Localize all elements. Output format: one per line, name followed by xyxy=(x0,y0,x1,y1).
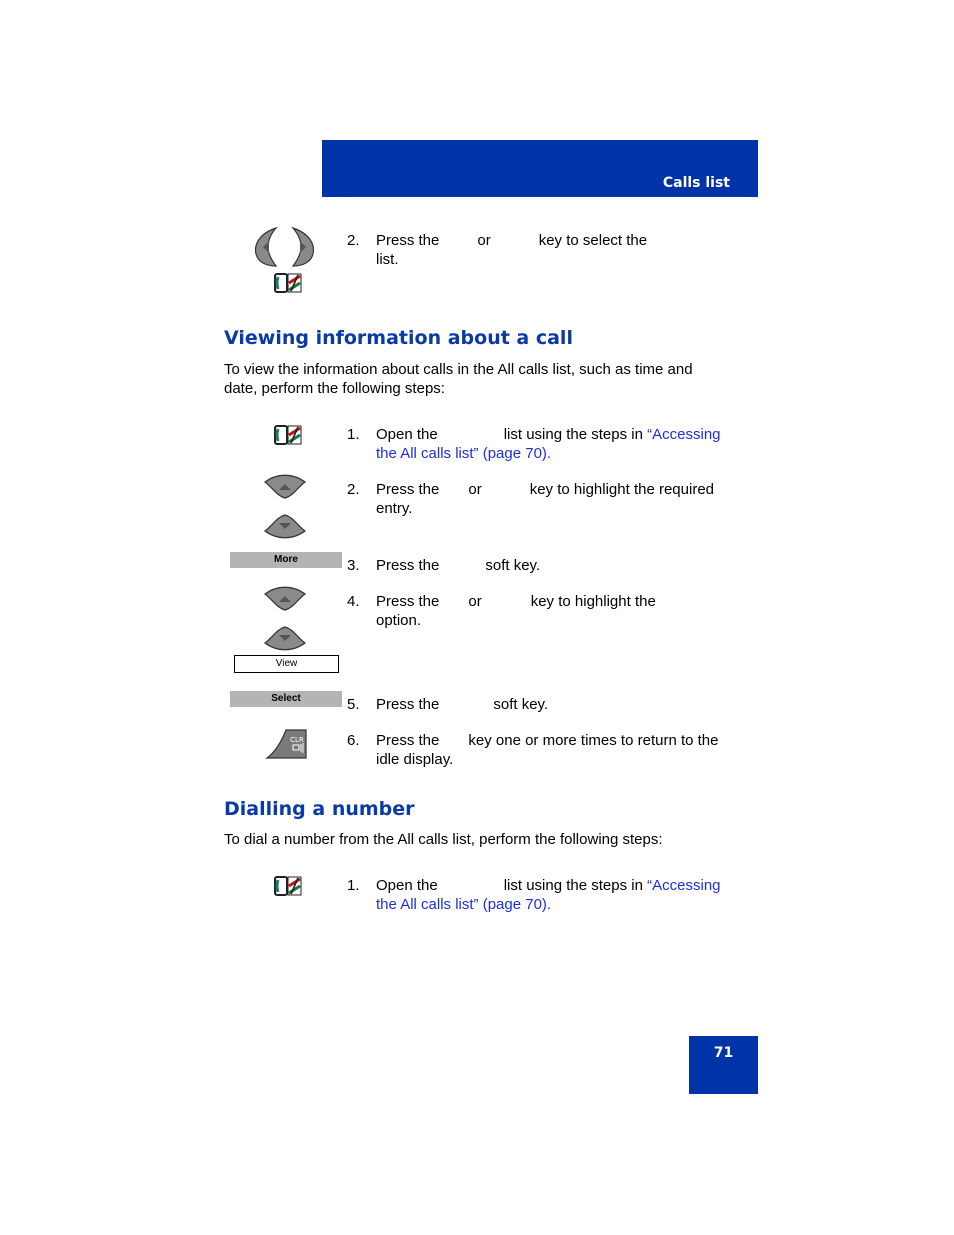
calls-list-icon xyxy=(274,273,302,293)
calls-list-icon xyxy=(274,876,302,896)
step-text: Press the key one or more times to return to the idle display. xyxy=(376,732,719,768)
step-number: 5. xyxy=(347,696,360,713)
up-arrow-key-icon xyxy=(263,474,307,500)
step-number: 1. xyxy=(347,426,360,443)
select-softkey-label: Select xyxy=(230,691,342,707)
step-number: 2. xyxy=(347,481,360,498)
step-text: Open the list using the steps in “Accessing the All calls list” (page 70). xyxy=(376,426,721,462)
cross-reference-link[interactable]: “Accessing the All calls list” (page 70). xyxy=(376,877,721,913)
step-number: 6. xyxy=(347,732,360,749)
step-text: Press the or key to highlight the option. xyxy=(376,593,656,629)
step-number: 4. xyxy=(347,593,360,610)
section-intro: To view the information about calls in the All calls list, such as time and date, perform the following steps: xyxy=(224,361,693,397)
step-text: Press the or key to select the list. xyxy=(376,232,648,268)
more-softkey-label: More xyxy=(230,552,342,568)
up-arrow-key-icon xyxy=(263,586,307,612)
down-arrow-key-icon xyxy=(263,625,307,651)
section-heading-viewing: Viewing information about a call xyxy=(224,327,573,349)
step-text: Open the list using the steps in “Accessing the All calls list” (page 70). xyxy=(376,877,721,913)
section-heading-dialling: Dialling a number xyxy=(224,798,415,820)
calls-list-icon xyxy=(274,425,302,445)
down-arrow-key-icon xyxy=(263,513,307,539)
cross-reference-link[interactable]: “Accessing the All calls list” (page 70). xyxy=(376,426,721,462)
step-text: Press the soft key. xyxy=(376,696,549,713)
step-number: 2. xyxy=(347,232,360,249)
header-title: Calls list xyxy=(662,175,730,191)
right-arrow-key-icon xyxy=(287,226,317,268)
step-text: Press the soft key. xyxy=(376,557,541,574)
page-number: 71 xyxy=(713,1045,734,1061)
step-number: 3. xyxy=(347,557,360,574)
header-band xyxy=(322,140,758,197)
step-text: Press the or key to highlight the required entry. xyxy=(376,481,715,517)
clr-key-icon xyxy=(266,729,308,759)
view-option-label: View xyxy=(234,655,339,673)
left-arrow-key-icon xyxy=(252,226,282,268)
section-intro: To dial a number from the All calls list, perform the following steps: xyxy=(224,831,663,848)
step-number: 1. xyxy=(347,877,360,894)
page-number-box xyxy=(689,1036,758,1094)
svg-text:CLR: CLR xyxy=(290,736,304,744)
